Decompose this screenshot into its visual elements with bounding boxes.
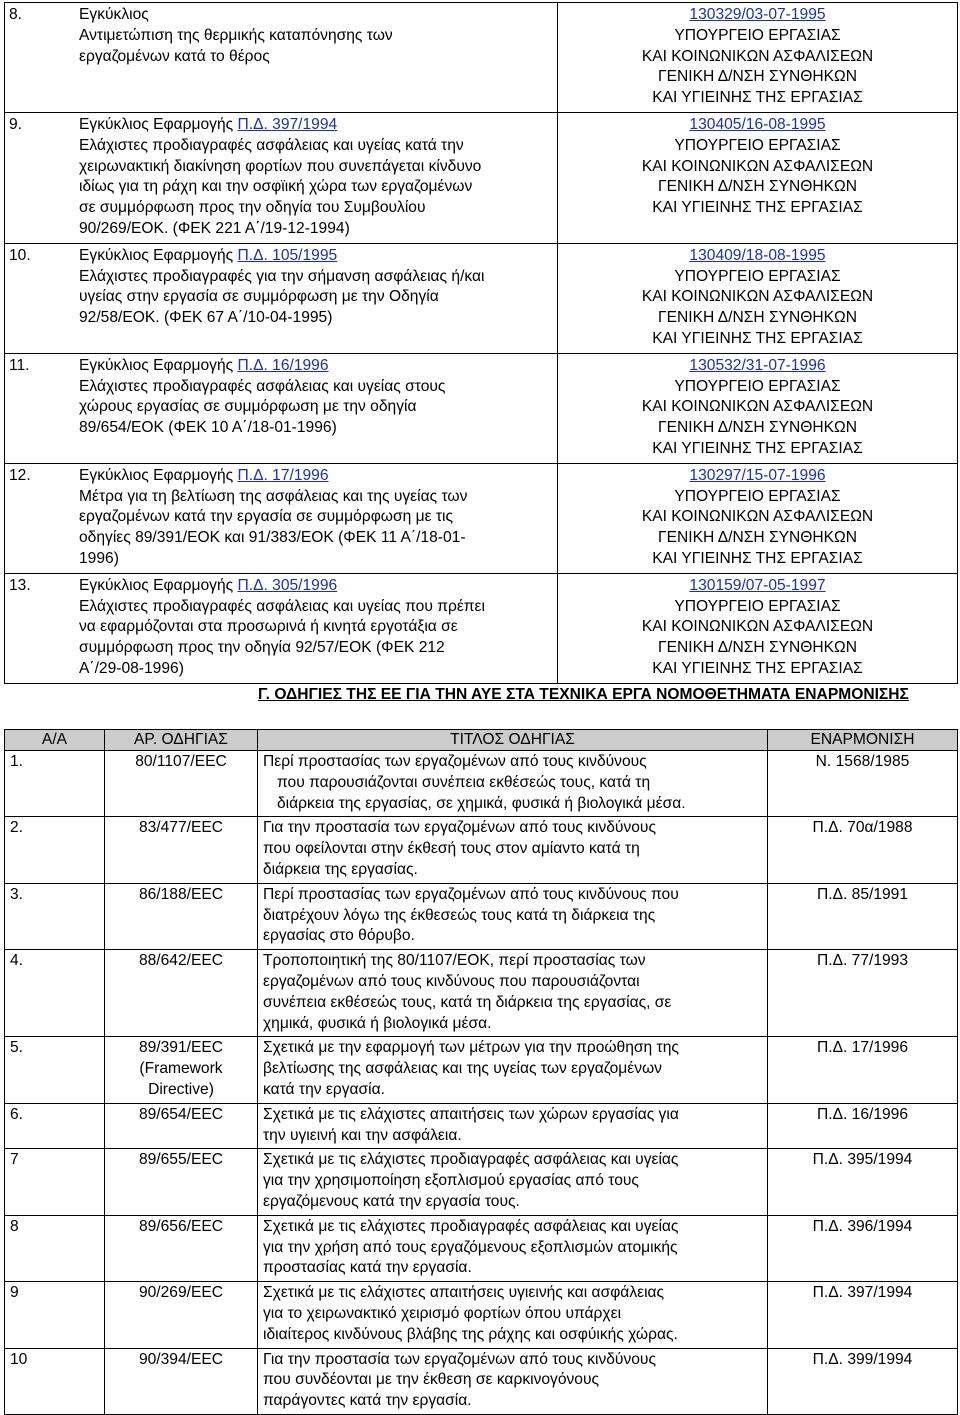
circular-title-prefix: Εγκύκλιος Εφαρμογής [79, 356, 238, 374]
circular-title-prefix: Εγκύκλιος Εφαρμογής [79, 115, 238, 133]
directive-title-line: για το χειρωνακτικό χειρισμό φορτίων όπου υπάρχει [263, 1304, 622, 1322]
directive-row [5, 751, 958, 817]
circular-title [79, 115, 553, 136]
authority-line: ΚΑΙ ΚΟΙΝΩΝΙΚΩΝ ΑΣΦΑΛΙΣΕΩΝ [641, 288, 874, 306]
circular-title [79, 246, 553, 267]
directive-number: 83/477/EEC [138, 819, 224, 837]
decree-link[interactable]: Π.Δ. 17/1996 [237, 466, 329, 484]
reference-link[interactable]: 130329/03-07-1995 [689, 6, 826, 23]
directive-title-cell [258, 817, 768, 883]
authority-line: ΥΠΟΥΡΓΕΙΟ ΕΡΓΑΣΙΑΣ [674, 26, 841, 44]
directive-number-cell [105, 1348, 258, 1414]
directive-number-cell [105, 1282, 258, 1348]
directive-number: 89/656/EEC [138, 1217, 224, 1235]
directive-number: (Framework Directive) [139, 1060, 223, 1098]
circular-number: 12. [9, 466, 31, 484]
directive-title-line: Σχετικά με τις ελάχιστες απαιτήσεις υγιεινής και ασφάλειας [263, 1284, 665, 1302]
circular-row [5, 3, 958, 113]
reference-link[interactable]: 130159/07-05-1997 [689, 576, 826, 594]
authority-line: ΓΕΝΙΚΗ Δ/ΝΣΗ ΣΥΝΘΗΚΩΝ [658, 639, 857, 657]
circular-description-line: Ελάχιστες προδιαγραφές ασφάλειας και υγείας που πρέπει [79, 597, 485, 615]
directive-number: 89/654/EEC [138, 1105, 224, 1123]
directive-number-cell [105, 1103, 258, 1149]
directive-aa: 8 [5, 1215, 105, 1281]
circular-description-line: Αντιμετώπιση της θερμικής καταπόνησης των [79, 26, 393, 44]
circular-description-line: 92/58/ΕΟΚ. (ΦΕΚ 67 Α΄/10-04-1995) [79, 309, 333, 327]
authority-line: ΥΠΟΥΡΓΕΙΟ ΕΡΓΑΣΙΑΣ [674, 487, 841, 505]
directive-harmonization: Π.Δ. 399/1994 [768, 1348, 958, 1414]
directive-title-line: Περί προστασίας των εργαζομένων από τους κινδύνους [263, 753, 647, 770]
circular-description-cell [5, 463, 558, 573]
circular-reference-cell [558, 243, 958, 353]
directive-title-cell [258, 1215, 768, 1281]
directive-title-line: εργαζόμενους κατά την εργασία τους. [263, 1192, 520, 1210]
directive-title-cell [258, 950, 768, 1037]
directive-harmonization: Π.Δ. 16/1996 [768, 1103, 958, 1149]
directive-harmonization: Π.Δ. 397/1994 [768, 1282, 958, 1348]
directive-number-cell [105, 883, 258, 949]
directive-harmonization: Π.Δ. 85/1991 [768, 883, 958, 949]
directive-harmonization: Π.Δ. 395/1994 [768, 1149, 958, 1215]
section-heading: Γ. ΟΔΗΓΙΕΣ ΤΗΣ ΕΕ ΓΙΑ ΤΗΝ ΑΥΕ ΣΤΑ ΤΕΧΝΙΚΑ ΕΡΓΑ ΝΟΜΟΘΕΤΗΜΑΤΑ ΕΝΑΡΜΟΝΙΣΗΣ [258, 686, 909, 703]
circular-description-line: Μέτρα για τη βελτίωση της ασφάλειας και της υγείας των [79, 487, 468, 505]
directive-aa: 5. [5, 1037, 105, 1103]
directive-title-line: Σχετικά με τις ελάχιστες προδιαγραφές ασφάλειας και υγείας [263, 1217, 679, 1235]
directive-title-line: Για την προστασία των εργαζομένων από τους κινδύνους [263, 819, 656, 837]
circular-description-line: χειρωνακτική διακίνηση φορτίων που συνεπάγεται κίνδυνο [79, 157, 482, 175]
directive-number: 80/1107/EEC [135, 753, 227, 770]
directive-harmonization: Π.Δ. 396/1994 [768, 1215, 958, 1281]
directive-title-line: συνέπεια εκθέσεώς τους, κατά τη διάρκεια της εργασίας, σε [263, 993, 672, 1011]
directive-title-line: Σχετικά με την εφαρμογή των μέτρων για την προώθηση της [263, 1039, 679, 1057]
circular-heading [9, 246, 553, 267]
circular-description-cell [5, 112, 558, 243]
directives-table-body [5, 751, 958, 1415]
directives-header-row [5, 730, 958, 751]
authority-line: ΥΠΟΥΡΓΕΙΟ ΕΡΓΑΣΙΑΣ [674, 377, 841, 395]
circular-heading [9, 356, 553, 377]
authority-line: ΚΑΙ ΥΓΙΕΙΝΗΣ ΤΗΣ ΕΡΓΑΣΙΑΣ [652, 549, 863, 567]
authority-line: ΚΑΙ ΚΟΙΝΩΝΙΚΩΝ ΑΣΦΑΛΙΣΕΩΝ [641, 508, 874, 526]
directive-title-cell [258, 883, 768, 949]
header-directive-number: ΑΡ. ΟΔΗΓΙΑΣ [105, 730, 258, 751]
directive-title-cell [258, 1282, 768, 1348]
directive-number: 86/188/EEC [138, 885, 224, 903]
circular-title-prefix: Εγκύκλιος Εφαρμογής [79, 576, 238, 594]
circular-description-cell [5, 353, 558, 463]
circular-title [79, 5, 553, 26]
directive-title-cell [258, 1037, 768, 1103]
directive-title-cell [258, 751, 768, 817]
authority-line: ΚΑΙ ΚΟΙΝΩΝΙΚΩΝ ΑΣΦΑΛΙΣΕΩΝ [641, 398, 874, 416]
directive-title-line: που παρουσιάζονται συνέπεια εκθέσεώς τους, κατά τη [277, 773, 651, 791]
circular-title [79, 466, 553, 487]
circular-description-line: 89/654/ΕΟΚ (ΦΕΚ 10 Α΄/18-01-1996) [79, 419, 337, 437]
header-directive-title: ΤΙΤΛΟΣ ΟΔΗΓΙΑΣ [258, 730, 768, 751]
authority-line: ΚΑΙ ΥΓΙΕΙΝΗΣ ΤΗΣ ΕΡΓΑΣΙΑΣ [652, 659, 863, 677]
circular-description-line: να εφαρμόζονται στα προσωρινά ή κινητά εργοτάξια σε [79, 618, 458, 636]
header-aa: Α/Α [5, 730, 105, 751]
directive-title-line: διατρέχουν λόγω της έκθεσεώς τους κατά τη διάρκεια της [263, 906, 656, 924]
circular-description-line: εργαζομένων κατά το θέρος [79, 47, 270, 65]
circular-heading [9, 576, 553, 597]
directive-row [5, 817, 958, 883]
directive-title-line: για την χρήση από τους εργαζόμενους εξοπλισμών ατομικής [263, 1238, 678, 1256]
circular-description-line: συμμόρφωση προς την οδηγία 92/57/ΕΟΚ (ΦΕΚ 212 [79, 639, 445, 657]
directive-title-line: Σχετικά με τις ελάχιστες προδιαγραφές ασφάλειας και υγείας [263, 1151, 679, 1169]
circular-description-line: 1996) [79, 549, 119, 567]
authority-line: ΓΕΝΙΚΗ Δ/ΝΣΗ ΣΥΝΘΗΚΩΝ [658, 529, 857, 547]
directive-title-line: την υγιεινή και την ασφάλεια. [263, 1126, 462, 1144]
authority-line: ΥΠΟΥΡΓΕΙΟ ΕΡΓΑΣΙΑΣ [674, 597, 841, 615]
directive-number: 90/269/EEC [138, 1284, 224, 1302]
authority-line: ΚΑΙ ΥΓΙΕΙΝΗΣ ΤΗΣ ΕΡΓΑΣΙΑΣ [652, 89, 863, 107]
authority-line: ΓΕΝΙΚΗ Δ/ΝΣΗ ΣΥΝΘΗΚΩΝ [658, 68, 857, 86]
circular-heading [9, 115, 553, 136]
directive-aa: 2. [5, 817, 105, 883]
circular-row [5, 573, 958, 683]
directive-row [5, 1282, 958, 1348]
directive-row [5, 883, 958, 949]
directive-number-cell [105, 1149, 258, 1215]
circular-number: 13. [9, 576, 31, 594]
directive-number: 89/391/EEC [138, 1039, 224, 1057]
directive-number: 88/642/EEC [138, 952, 224, 970]
circular-title [79, 576, 553, 597]
directive-title-line: εργαζομένων από τους κινδύνους που παρουσιάζονται [263, 972, 640, 990]
directive-number: 90/394/EEC [138, 1350, 224, 1368]
directive-title-line: Περί προστασίας των εργαζομένων από τους κινδύνους που [263, 885, 679, 903]
directive-aa: 7 [5, 1149, 105, 1215]
directive-title-line: Σχετικά με τις ελάχιστες απαιτήσεις των χώρων εργασίας για [263, 1105, 679, 1123]
circular-description-cell [5, 243, 558, 353]
directive-aa: 3. [5, 883, 105, 949]
directive-aa: 10 [5, 1348, 105, 1414]
circular-heading [9, 5, 553, 26]
circular-description-line: Ελάχιστες προδιαγραφές ασφάλειας και υγείας κατά την [79, 136, 464, 154]
authority-line: ΚΑΙ ΚΟΙΝΩΝΙΚΩΝ ΑΣΦΑΛΙΣΕΩΝ [641, 47, 874, 65]
circular-title-prefix: Εγκύκλιος Εφαρμογής [79, 466, 238, 484]
authority-line: ΚΑΙ ΥΓΙΕΙΝΗΣ ΤΗΣ ΕΡΓΑΣΙΑΣ [652, 329, 863, 347]
circular-title [79, 356, 553, 377]
authority-line: ΥΠΟΥΡΓΕΙΟ ΕΡΓΑΣΙΑΣ [674, 267, 841, 285]
directive-harmonization: Π.Δ. 70α/1988 [768, 817, 958, 883]
circular-number: 9. [9, 115, 23, 133]
reference-link[interactable]: 130532/31-07-1996 [689, 356, 826, 374]
circular-description-line: Ελάχιστες προδιαγραφές ασφάλειας και υγείας στους [79, 377, 446, 395]
directive-title-line: Τροποποιητική της 80/1107/ΕΟΚ, περί προστασίας των [263, 952, 646, 970]
circular-reference-cell [558, 353, 958, 463]
authority-line: ΥΠΟΥΡΓΕΙΟ ΕΡΓΑΣΙΑΣ [674, 136, 841, 154]
decree-link[interactable]: Π.Δ. 397/1994 [237, 115, 338, 133]
circular-description-line: οδηγίες 89/391/ΕΟΚ και 91/383/ΕΟΚ (ΦΕΚ 11 Α΄/18-01- [79, 529, 466, 547]
authority-line: ΓΕΝΙΚΗ Δ/ΝΣΗ ΣΥΝΘΗΚΩΝ [658, 309, 857, 327]
circular-row [5, 463, 958, 573]
directive-number-cell [105, 817, 258, 883]
directive-row [5, 950, 958, 1037]
directive-row [5, 1037, 958, 1103]
directive-title-line: για την χρησιμοποίηση εξοπλισμού εργασίας από τους [263, 1172, 639, 1190]
directive-title-line: Για την προστασία των εργαζομένων από τους κινδύνους [263, 1350, 656, 1368]
directive-title-line: που οφείλονται στην έκθεσή τους στον αμίαντο κατά τη [263, 840, 640, 858]
circular-description-line: Ελάχιστες προδιαγραφές για την σήμανση ασφάλειας ή/και [79, 267, 485, 285]
circular-description-line: εργαζομένων κατά την εργασία σε συμμόρφωση με τις [79, 508, 454, 526]
directive-row [5, 1149, 958, 1215]
circular-number: 11. [9, 356, 30, 374]
circular-description-line: Α΄/29-08-1996) [79, 659, 184, 677]
directive-harmonization: Π.Δ. 17/1996 [768, 1037, 958, 1103]
directive-title-line: διάρκεια της εργασίας, σε χημικά, φυσικά ή βιολογικά μέσα. [277, 794, 686, 812]
directive-row [5, 1103, 958, 1149]
circulars-table [4, 2, 958, 684]
circular-description-line: σε συμμόρφωση προς την οδηγία του Συμβουλίου [79, 199, 426, 217]
circular-description-cell [5, 573, 558, 683]
directive-row [5, 1215, 958, 1281]
directive-title-cell [258, 1149, 768, 1215]
directive-title-line: ιδιαίτερος κινδύνους βλάβης της ράχης και οσφύικής χώρας. [263, 1325, 678, 1343]
circular-title-text: Εγκύκλιος [79, 6, 149, 23]
directive-aa: 4. [5, 950, 105, 1037]
circular-reference-cell [558, 573, 958, 683]
directive-title-line: παράγοντες κατά την εργασία. [263, 1392, 472, 1410]
circular-heading [9, 466, 553, 487]
directive-aa: 6. [5, 1103, 105, 1149]
directive-row [5, 1348, 958, 1414]
circular-number: 8. [9, 6, 23, 23]
circular-number: 10. [9, 246, 31, 264]
directive-title-line: κατά την εργασία. [263, 1080, 385, 1098]
directive-title-line: βελτίωσης της ασφάλειας και της υγείας των εργαζομένων [263, 1060, 662, 1078]
authority-line: ΚΑΙ ΚΟΙΝΩΝΙΚΩΝ ΑΣΦΑΛΙΣΕΩΝ [641, 618, 874, 636]
authority-line: ΚΑΙ ΚΟΙΝΩΝΙΚΩΝ ΑΣΦΑΛΙΣΕΩΝ [641, 157, 874, 175]
circular-reference-cell [558, 3, 958, 113]
directive-title-line: που συνδέονται με την έκθεση σε καρκινογόνους [263, 1371, 600, 1389]
directive-title-line: προστασίας κατά την εργασία. [263, 1259, 472, 1277]
decree-link[interactable]: Π.Δ. 16/1996 [237, 356, 329, 374]
directive-harmonization: Ν. 1568/1985 [768, 751, 958, 817]
directive-title-line: εργασίας στο θόρυβο. [263, 927, 415, 945]
reference-link[interactable]: 130405/16-08-1995 [689, 115, 826, 133]
directive-aa: 1. [5, 751, 105, 817]
circular-description-line: ιδίως για τη ράχη και την οσφϊική χώρα των εργαζομένων [79, 178, 473, 196]
circular-description-line: χώρους εργασίας σε συμμόρφωση με την οδηγία [79, 398, 417, 416]
circulars-table-body [5, 3, 958, 684]
authority-line: ΓΕΝΙΚΗ Δ/ΝΣΗ ΣΥΝΘΗΚΩΝ [658, 419, 857, 437]
circular-reference-cell [558, 112, 958, 243]
decree-link[interactable]: Π.Δ. 105/1995 [237, 246, 338, 264]
circular-row [5, 243, 958, 353]
directive-title-cell [258, 1348, 768, 1414]
decree-link[interactable]: Π.Δ. 305/1996 [237, 576, 338, 594]
reference-link[interactable]: 130409/18-08-1995 [689, 246, 826, 264]
authority-line: ΓΕΝΙΚΗ Δ/ΝΣΗ ΣΥΝΘΗΚΩΝ [658, 178, 857, 196]
circular-reference-cell [558, 463, 958, 573]
directive-title-line: διάρκεια της εργασίας. [263, 860, 418, 878]
authority-line: ΚΑΙ ΥΓΙΕΙΝΗΣ ΤΗΣ ΕΡΓΑΣΙΑΣ [652, 439, 863, 457]
directive-title-cell [258, 1103, 768, 1149]
directive-number: 89/655/EEC [138, 1151, 224, 1169]
directive-title-line: χημικά, φυσικά ή βιολογικά μέσα. [263, 1014, 492, 1032]
circular-row [5, 353, 958, 463]
directive-number-cell [105, 950, 258, 1037]
directives-table [4, 729, 958, 1415]
reference-link[interactable]: 130297/15-07-1996 [689, 466, 826, 484]
circular-description-line: υγείας στην εργασία σε συμμόρφωση με την Οδηγία [79, 288, 439, 306]
circular-row [5, 112, 958, 243]
circular-title-prefix: Εγκύκλιος Εφαρμογής [79, 246, 238, 264]
directive-number-cell [105, 751, 258, 817]
directive-number-cell [105, 1037, 258, 1103]
authority-line: ΚΑΙ ΥΓΙΕΙΝΗΣ ΤΗΣ ΕΡΓΑΣΙΑΣ [652, 199, 863, 217]
directive-number-cell [105, 1215, 258, 1281]
directive-aa: 9 [5, 1282, 105, 1348]
header-harmonization: ΕΝΑΡΜΟΝΙΣΗ [768, 730, 958, 751]
directive-harmonization: Π.Δ. 77/1993 [768, 950, 958, 1037]
circular-description-line: 90/269/ΕΟΚ. (ΦΕΚ 221 Α΄/19-12-1994) [79, 219, 350, 237]
circular-description-cell [5, 3, 558, 113]
